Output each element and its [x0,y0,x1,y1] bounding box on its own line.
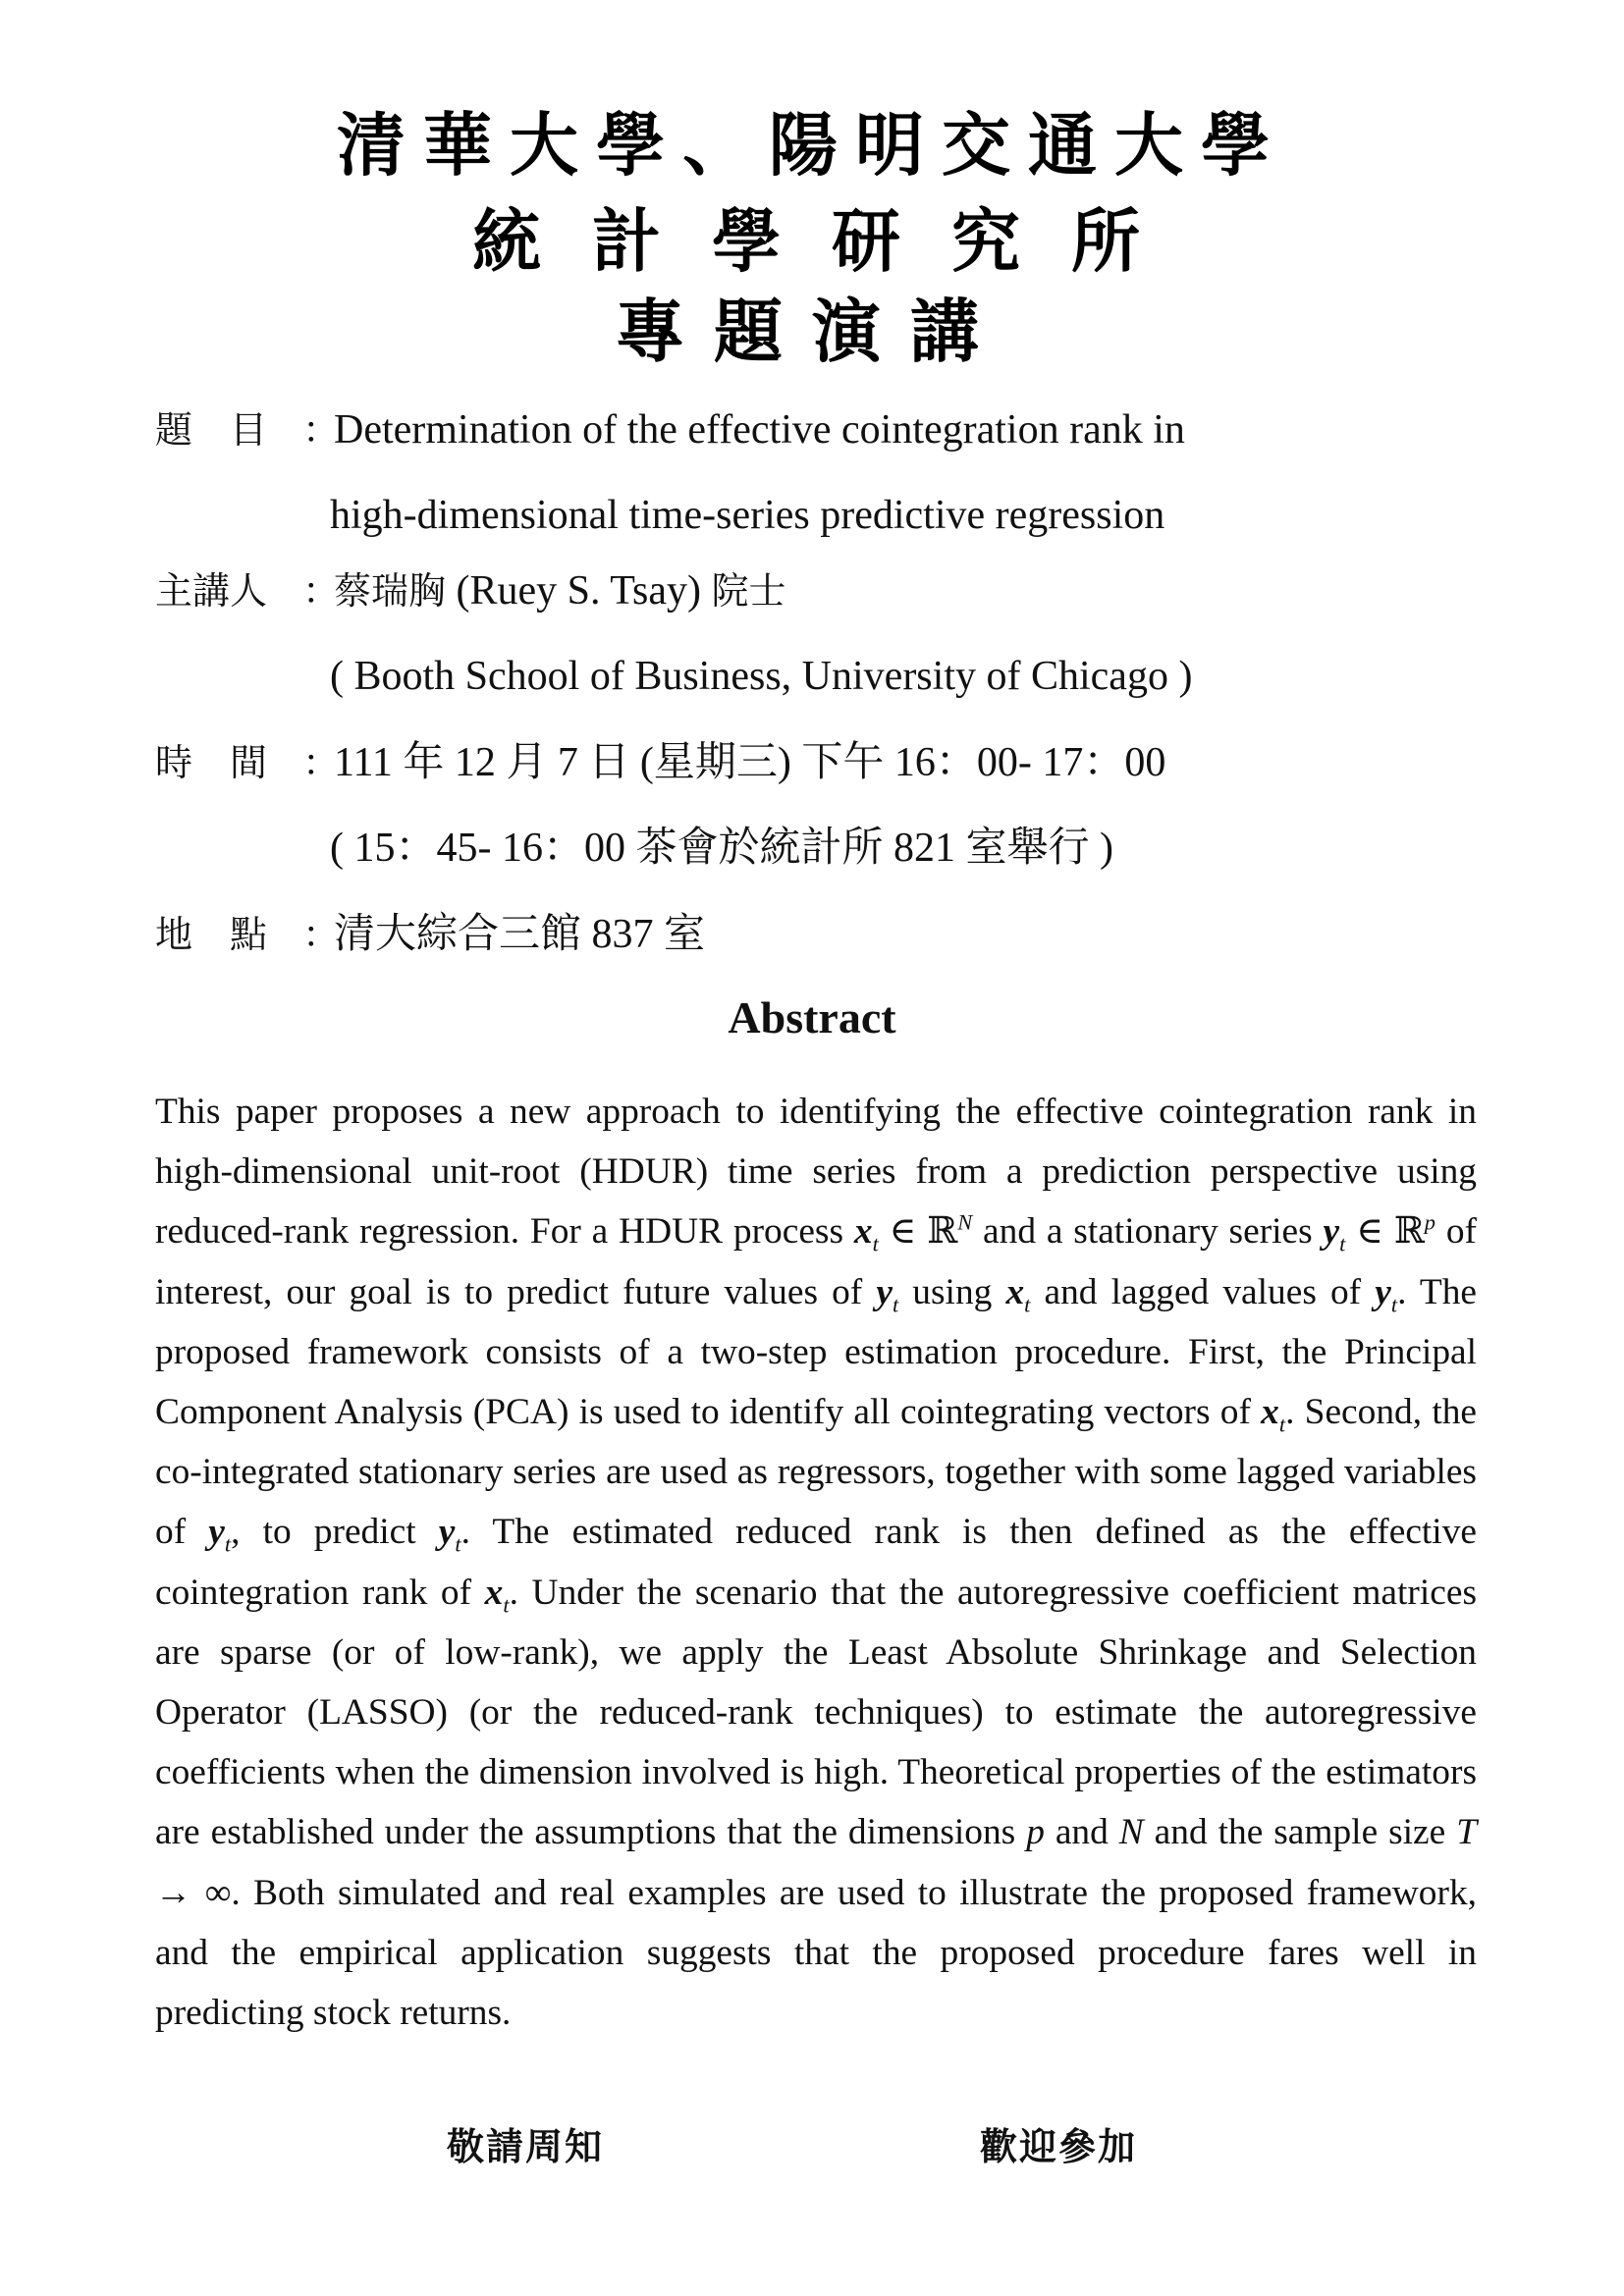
speaker-affiliation: ( Booth School of Business, University of Chicago ) [330,654,1193,699]
footer-notice: 敬請周知 [447,2124,605,2168]
university-title: 清華大學、陽明交通大學 [337,104,1287,186]
tea-time: ( 15：45- 16：00 茶會於統計所 821 室舉行 ) [330,826,1113,871]
abstract-heading: Abstract [728,992,896,1042]
institute-title: 統計學研究所 [472,200,1191,282]
speaker-title: 院士 [711,569,786,613]
place-label: 地 點 [155,913,268,956]
speaker-name-en: (Ruey S. Tsay) [446,568,712,614]
event-title: 專題演講 [616,291,1008,372]
colon: ： [302,408,341,452]
time-value: 111 年 12 月 7 日 (星期三) 下午 16：00- 17：00 [334,740,1166,785]
topic-row [155,404,1185,455]
topic-label: 題 目 [155,408,268,452]
colon: ： [302,569,341,613]
speaker-value [334,565,785,616]
abstract-body: This paper proposes a new approach to identifying the effective cointegration rank in high-dimensional unit-root (HDUR) time series from a prediction perspective using reduced-rank regression. For a HDUR process $x_t$ ∈ ℝ$^N$ and a stationary series $y_t$ ∈ ℝ$^p$ of interest, our goal is to predict future values of $y_t$ using $x_t$ and lagged values of $y_t$. The proposed framework consists of a two-step estimation procedure. First, the Principal Component Analysis (PCA) is used to identify all cointegrating vectors of $x_t$. Second, the co-integrated stationary series are used as regressors, together with some lagged variables of $y_t$, to predict $y_t$. The estimated reduced rank is then defined as the effective cointegration rank of $x_t$. Under the scenario that the autoregressive coefficient matrices are sparse (or of low-rank), we apply the Least Absolute Shrinkage and Selection Operator (LASSO) (or the reduced-rank techniques) to estimate the autoregressive coefficients when the dimension involved is high. Theoretical properties of the estimators are established under the assumptions that the dimensions p and N and the sample size T → ∞. Both simulated and real examples are used to illustrate the proposed framework, and the empirical application suggests that the proposed procedure fares well in predicting stock returns. [155,1092,1478,2034]
topic-value: Determination of the effective cointegration rank in [334,407,1185,453]
time-row [155,737,1165,788]
place-value: 清大綜合三館 837 室 [334,912,706,957]
speaker-row [155,565,785,616]
footer-welcome: 歡迎參加 [980,2124,1138,2168]
time-label: 時 間 [155,741,268,784]
colon: ： [302,741,341,784]
speaker-name-cn: 蔡瑞胸 [334,569,447,613]
colon: ： [302,913,341,956]
speaker-label: 主講人 [155,569,268,613]
place-row [155,909,705,960]
topic-continuation: high-dimensional time-series predictive regression [330,493,1165,538]
